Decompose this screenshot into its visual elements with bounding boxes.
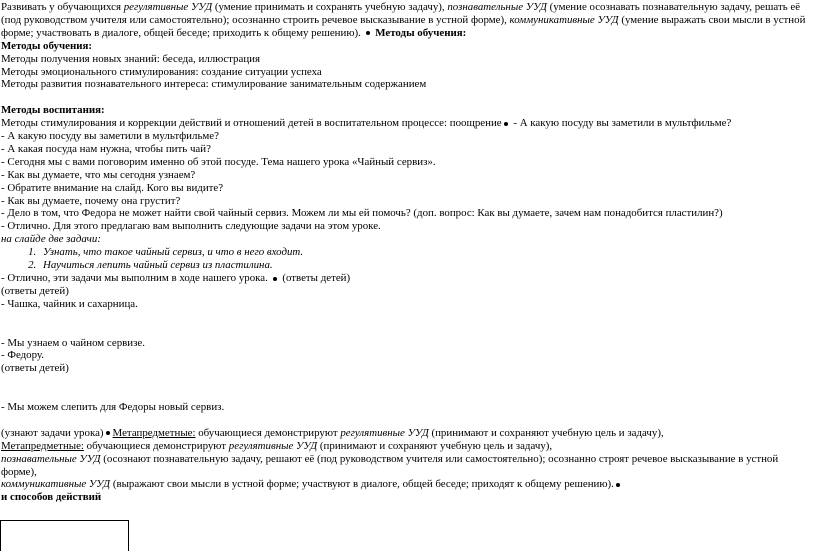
intro-methods-label: Методы обучения:: [372, 26, 467, 39]
spacer: [1, 414, 813, 427]
dialog-line: - А какая посуда нам нужна, чтобы пить чай?: [1, 142, 211, 155]
intro-text: (умение осознавать познавательную задачу, решать её (под руководством учителя или самостоятельно); осознанно строить речевое высказывание в устной форме),: [1, 1, 801, 26]
intro-cognitive: познавательные УУД: [447, 1, 547, 13]
summary-final-line: и способов действий: [1, 491, 102, 504]
methods-upbringing-line: [1, 117, 813, 130]
spacer: [1, 375, 813, 401]
methods-teaching-item: Методы эмоционального стимулирования: создание ситуации успеха: [1, 65, 322, 78]
after-tasks-line: (ответы детей): [1, 284, 69, 297]
answer-line: - Мы узнаем о чайном сервизе.: [1, 336, 145, 349]
dialog-line: - Как вы думаете, что мы сегодня узнаем?: [1, 168, 196, 181]
task-item: 1. Узнать, что такое чайный сервиз, и что в него входит.: [39, 246, 813, 259]
upbringing-text: Методы стимулирования и коррекции действий и отношений детей в воспитательном процессе: поощрение: [1, 117, 502, 130]
spacer: [1, 91, 813, 104]
bullet-icon: [504, 122, 508, 126]
intro-communicative: коммуникативные УУД: [509, 13, 619, 26]
slide-note: на слайде две задачи:: [1, 233, 101, 246]
intro-text: Развивать у обучающихся: [1, 1, 124, 13]
task-item: 2. Научиться лепить чайный сервиз из пластилина.: [39, 259, 813, 272]
summary-metasubject: Метапредметные:: [112, 426, 196, 439]
intro-text: (умение выражать свои мысли в устной форме; участвовать в диалоге, общей беседе; приходить к общему решению).: [1, 13, 806, 39]
methods-teaching-item: Методы получения новых знаний: беседа, иллюстрация: [1, 52, 260, 65]
summary-line: [1, 440, 813, 453]
methods-teaching-item: Методы развития познавательного интереса: стимулирование занимательным содержанием: [1, 78, 427, 91]
after-tasks-answer: (ответы детей): [279, 272, 351, 285]
bullet-icon: [273, 277, 277, 281]
answer-line: (ответы детей): [1, 362, 69, 375]
answer-line: - Федору.: [1, 349, 45, 362]
after-tasks-text: - Отлично, эти задачи мы выполним в ходе нашего урока.: [1, 272, 271, 285]
bullet-icon: [106, 431, 110, 435]
upbringing-question: - А какую посуду вы заметили в мультфильме?: [510, 117, 732, 130]
dialog-line: - Отлично. Для этого предлагаю вам выполнить следующие задачи на этом уроке.: [1, 220, 381, 233]
summary-communicative: коммуникативные УУД: [1, 478, 111, 491]
after-tasks-line: - Чашка, чайник и сахарница.: [1, 297, 138, 310]
summary-regulative: регулятивные УУД: [340, 426, 429, 439]
intro-text: (умение принимать и сохранять учебную задачу),: [212, 1, 448, 13]
dialog-line: - Обратите внимание на слайд. Кого вы видите?: [1, 181, 224, 194]
summary-text: обучающиеся демонстрируют: [83, 439, 229, 452]
dialog-line: - Дело в том, что Федора не может найти свой чайный сервиз. Можем ли мы ей помочь? (доп. вопрос: Как вы думаете, зачем нам понадобится пластилин?): [1, 207, 723, 220]
after-tasks-line: [1, 272, 813, 285]
tasks-list: [1, 246, 813, 272]
summary-cognitive: познавательные УУД: [1, 452, 101, 465]
summary-text: (принимают и сохраняют учебную цель и задачу),: [428, 426, 664, 439]
table-cell-box: [0, 520, 129, 551]
intro-paragraph: [1, 1, 813, 40]
summary-line: [1, 478, 813, 491]
dialog-line: - Сегодня мы с вами поговорим именно об этой посуде. Тема нашего урока «Чайный сервиз».: [1, 155, 436, 168]
summary-regulative: регулятивные УУД: [228, 439, 318, 452]
summary-text: (выражают свои мысли в устной форме; участвуют в диалоге, общей беседе; приходят к общему решению).: [110, 478, 614, 491]
dialog-line: - А какую посуду вы заметили в мультфильме?: [1, 130, 219, 143]
methods-upbringing-heading: Методы воспитания:: [1, 104, 105, 117]
summary-metasubject: Метапредметные:: [1, 439, 84, 452]
summary-text: обучающиеся демонстрируют: [195, 426, 341, 439]
bullet-icon: [366, 31, 370, 35]
summary-text: (принимают и сохраняют учебную цель и задачу),: [317, 439, 553, 452]
spacer: [1, 311, 813, 337]
dialog-line: - Как вы думаете, почему она грустит?: [1, 194, 181, 207]
summary-line: [1, 427, 813, 440]
summary-text: (узнают задачи урока): [1, 426, 104, 439]
summary-text: (осознают познавательную задачу, решают её (под руководством учителя или самостоятельно); осознанно строят речевое высказывание в устной форме),: [1, 452, 779, 478]
summary-line: [1, 453, 813, 479]
methods-teaching-heading: Методы обучения:: [1, 39, 93, 52]
intro-regulative: регулятивные УУД: [123, 1, 213, 13]
bullet-icon: [616, 483, 620, 487]
answer-line: - Мы можем слепить для Федоры новый сервиз.: [1, 401, 225, 414]
